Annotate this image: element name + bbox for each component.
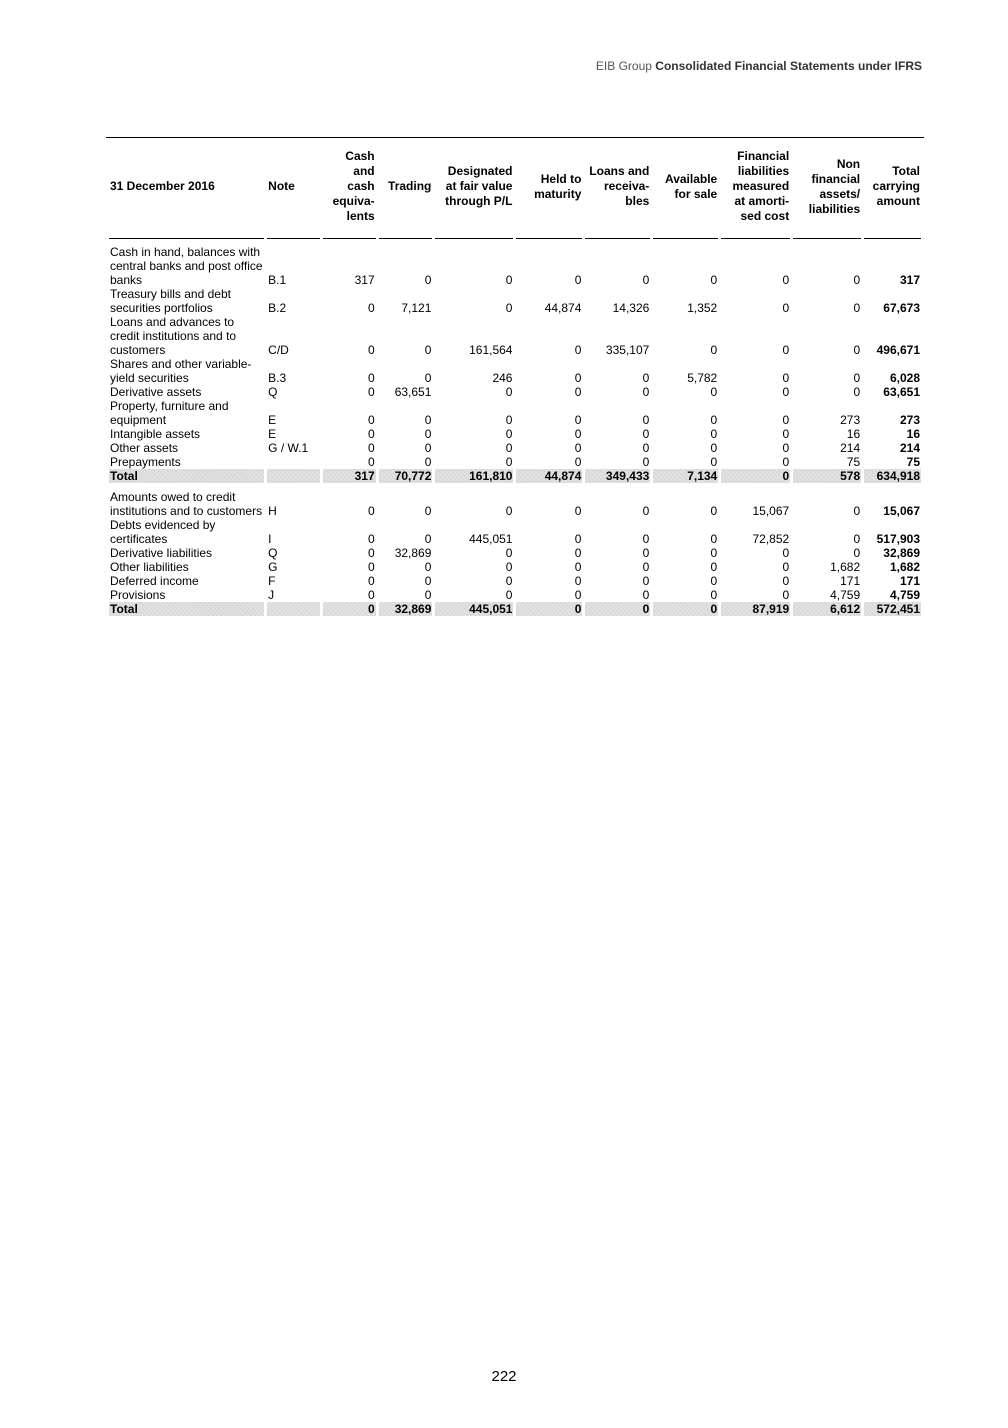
value-cell: 0	[710, 588, 718, 602]
value-cell: 0	[782, 301, 790, 315]
value-cell: 1,682	[889, 560, 920, 574]
value-cell: 16	[906, 427, 920, 441]
row-label: Total	[109, 469, 264, 484]
value-cell: 0	[642, 273, 650, 287]
value-cell: 0	[853, 371, 861, 385]
value-cell: 0	[505, 427, 513, 441]
table-row	[109, 385, 921, 399]
total-row	[109, 602, 921, 617]
value-cell: 0	[424, 532, 432, 546]
value-cell: 0	[574, 441, 582, 455]
row-label: Total	[109, 602, 264, 617]
value-cell: 0	[505, 546, 513, 560]
note-cell: G	[268, 560, 278, 574]
value-cell: 32,869	[883, 546, 920, 560]
table-row	[109, 518, 921, 546]
page-header	[596, 59, 922, 73]
value-cell: 0	[710, 532, 718, 546]
row-label: Derivative liabilities	[110, 546, 213, 560]
note-cell: B.2	[268, 301, 287, 315]
value-cell: 87,919	[721, 602, 790, 617]
value-cell: 273	[840, 413, 861, 427]
value-cell: 75	[906, 455, 920, 469]
table-row	[109, 490, 921, 518]
value-cell: 0	[367, 385, 375, 399]
value-cell: 63,651	[394, 385, 432, 399]
value-cell: 70,772	[379, 469, 433, 484]
note-cell: C/D	[268, 343, 289, 357]
note-cell: Q	[268, 385, 278, 399]
note-cell: I	[268, 532, 272, 546]
value-cell: 15,067	[883, 504, 920, 518]
value-cell: 0	[424, 441, 432, 455]
value-cell: 171	[899, 574, 920, 588]
value-cell: 0	[424, 273, 432, 287]
value-cell: 72,852	[752, 532, 790, 546]
value-cell: 214	[899, 441, 920, 455]
value-cell: 0	[710, 413, 718, 427]
value-cell: 0	[367, 532, 375, 546]
row-label: Shares and other variable-yield securities	[110, 357, 252, 385]
value-cell: 0	[505, 385, 513, 399]
note-cell	[267, 602, 320, 617]
value-cell: 0	[424, 427, 432, 441]
value-cell: 0	[323, 602, 376, 617]
value-cell: 171	[840, 574, 861, 588]
page-number: 222	[491, 1368, 517, 1385]
value-cell: 214	[840, 441, 861, 455]
value-cell: 0	[367, 413, 375, 427]
value-cell: 0	[574, 560, 582, 574]
value-cell: 0	[516, 602, 582, 617]
column-header-designated: Designated at fair value through P/L	[435, 137, 513, 239]
value-cell: 335,107	[605, 343, 650, 357]
value-cell: 0	[853, 504, 861, 518]
value-cell: 1,352	[687, 301, 718, 315]
value-cell: 0	[367, 441, 375, 455]
value-cell: 16	[846, 427, 861, 441]
note-cell: G / W.1	[268, 441, 309, 455]
value-cell: 0	[574, 588, 582, 602]
value-cell: 445,051	[435, 602, 513, 617]
table-row	[109, 245, 921, 287]
value-cell: 517,903	[876, 532, 920, 546]
value-cell: 0	[782, 371, 790, 385]
value-cell: 0	[505, 560, 513, 574]
row-label: Debts evidenced by certificates	[110, 518, 216, 546]
value-cell: 273	[899, 413, 920, 427]
value-cell: 0	[642, 560, 650, 574]
value-cell: 496,671	[876, 343, 920, 357]
column-header-held: Held to maturity	[516, 137, 582, 239]
value-cell: 0	[710, 546, 718, 560]
value-cell: 0	[782, 413, 790, 427]
note-cell	[267, 469, 320, 484]
value-cell: 0	[505, 504, 513, 518]
value-cell: 4,759	[889, 588, 920, 602]
value-cell: 0	[424, 413, 432, 427]
value-cell: 0	[505, 441, 513, 455]
value-cell: 44,874	[516, 469, 582, 484]
value-cell: 0	[782, 455, 790, 469]
row-label: Intangible assets	[110, 427, 201, 441]
value-cell: 6,028	[889, 371, 920, 385]
value-cell: 6,612	[793, 602, 861, 617]
table-row	[109, 315, 921, 357]
value-cell: 0	[574, 574, 582, 588]
row-label: Prepayments	[110, 455, 181, 469]
value-cell: 0	[367, 560, 375, 574]
financial-instruments-table	[106, 137, 924, 617]
row-label: Treasury bills and debt securities portfolios	[110, 287, 231, 315]
row-label: Other liabilities	[110, 560, 189, 574]
value-cell: 0	[367, 546, 375, 560]
value-cell: 0	[367, 574, 375, 588]
value-cell: 0	[574, 273, 582, 287]
value-cell: 0	[782, 560, 790, 574]
value-cell: 0	[574, 343, 582, 357]
column-header-afs: Available for sale	[653, 137, 718, 239]
value-cell: 0	[642, 574, 650, 588]
value-cell: 1,682	[830, 560, 861, 574]
value-cell: 0	[710, 455, 718, 469]
note-cell: H	[268, 504, 277, 518]
value-cell: 0	[574, 413, 582, 427]
value-cell: 0	[642, 413, 650, 427]
row-label: Provisions	[110, 588, 166, 602]
header-prefix: EIB Group	[595, 59, 652, 73]
column-header-fl-amortised: Financial liabilities measured at amorti- sed cost	[721, 137, 790, 239]
total-row	[109, 469, 921, 484]
value-cell: 0	[424, 504, 432, 518]
value-cell: 0	[642, 385, 650, 399]
column-header-date: 31 December 2016	[109, 137, 264, 239]
value-cell: 4,759	[830, 588, 861, 602]
value-cell: 0	[367, 504, 375, 518]
value-cell: 0	[710, 273, 718, 287]
value-cell: 0	[782, 273, 790, 287]
column-header-trading: Trading	[379, 137, 433, 239]
row-label: Deferred income	[110, 574, 199, 588]
value-cell: 0	[367, 371, 375, 385]
value-cell: 0	[782, 343, 790, 357]
value-cell: 0	[710, 560, 718, 574]
value-cell: 0	[710, 343, 718, 357]
table-row	[109, 427, 921, 441]
value-cell: 572,451	[864, 602, 921, 617]
value-cell: 0	[574, 546, 582, 560]
note-cell: F	[268, 574, 276, 588]
value-cell: 0	[367, 455, 375, 469]
value-cell: 0	[782, 574, 790, 588]
value-cell: 0	[574, 455, 582, 469]
table-row	[109, 455, 921, 469]
table-row	[109, 357, 921, 385]
value-cell: 63,651	[883, 385, 920, 399]
table-row	[109, 441, 921, 455]
value-cell: 0	[424, 371, 432, 385]
value-cell: 0	[424, 455, 432, 469]
note-cell: Q	[268, 546, 278, 560]
value-cell: 0	[642, 588, 650, 602]
value-cell: 0	[710, 385, 718, 399]
note-cell: E	[268, 413, 277, 427]
value-cell: 0	[853, 343, 861, 357]
table-row	[109, 399, 921, 427]
value-cell: 75	[846, 455, 861, 469]
value-cell: 32,869	[394, 546, 432, 560]
value-cell: 0	[853, 273, 861, 287]
value-cell: 317	[354, 273, 375, 287]
value-cell: 0	[424, 560, 432, 574]
value-cell: 44,874	[544, 301, 582, 315]
value-cell: 0	[710, 504, 718, 518]
value-cell: 0	[782, 546, 790, 560]
value-cell: 0	[585, 602, 650, 617]
value-cell: 578	[793, 469, 861, 484]
value-cell: 0	[505, 301, 513, 315]
value-cell: 0	[505, 455, 513, 469]
column-header-total: Total carrying amount	[864, 137, 921, 239]
value-cell: 0	[782, 588, 790, 602]
value-cell: 0	[782, 441, 790, 455]
value-cell: 14,326	[612, 301, 650, 315]
value-cell: 0	[367, 427, 375, 441]
value-cell: 0	[642, 371, 650, 385]
value-cell: 7,134	[653, 469, 718, 484]
table-header-row	[109, 137, 921, 239]
value-cell: 0	[367, 301, 375, 315]
value-cell: 0	[367, 343, 375, 357]
value-cell: 15,067	[752, 504, 790, 518]
value-cell: 0	[642, 455, 650, 469]
value-cell: 5,782	[687, 371, 718, 385]
note-cell: J	[268, 588, 275, 602]
value-cell: 32,869	[379, 602, 433, 617]
value-cell: 0	[367, 588, 375, 602]
value-cell: 0	[642, 441, 650, 455]
value-cell: 0	[505, 273, 513, 287]
column-header-note: Note	[267, 137, 320, 239]
value-cell: 0	[505, 574, 513, 588]
value-cell: 7,121	[401, 301, 432, 315]
column-header-non-financial: Non financial assets/ liabilities	[793, 137, 861, 239]
value-cell: 0	[642, 546, 650, 560]
value-cell: 0	[782, 385, 790, 399]
value-cell: 0	[642, 427, 650, 441]
value-cell: 0	[710, 441, 718, 455]
row-label: Amounts owed to credit institutions and to customers	[110, 490, 263, 518]
note-cell: B.3	[268, 371, 287, 385]
value-cell: 161,564	[469, 343, 513, 357]
value-cell: 0	[424, 343, 432, 357]
table-row	[109, 588, 921, 602]
value-cell: 0	[424, 588, 432, 602]
value-cell: 0	[710, 574, 718, 588]
value-cell: 0	[853, 301, 861, 315]
row-label: Cash in hand, balances with central banks and post office banks	[110, 245, 263, 287]
value-cell: 445,051	[469, 532, 513, 546]
value-cell: 0	[505, 588, 513, 602]
value-cell: 0	[574, 385, 582, 399]
value-cell: 0	[574, 427, 582, 441]
row-label: Derivative assets	[110, 385, 202, 399]
note-cell	[267, 455, 320, 469]
value-cell: 67,673	[883, 301, 920, 315]
row-label: Other assets	[110, 441, 179, 455]
value-cell: 0	[721, 469, 790, 484]
value-cell: 0	[710, 427, 718, 441]
value-cell: 0	[642, 532, 650, 546]
note-cell: E	[268, 427, 277, 441]
value-cell: 0	[574, 371, 582, 385]
table-row	[109, 560, 921, 574]
value-cell: 0	[853, 546, 861, 560]
note-cell: B.1	[268, 273, 287, 287]
table-row	[109, 546, 921, 560]
value-cell: 0	[574, 504, 582, 518]
column-header-cash: Cash and cash equiva- lents	[323, 137, 376, 239]
value-cell: 0	[653, 602, 718, 617]
value-cell: 0	[853, 532, 861, 546]
value-cell: 317	[323, 469, 376, 484]
value-cell: 246	[492, 371, 513, 385]
value-cell: 0	[505, 413, 513, 427]
column-header-loans: Loans and receiva- bles	[585, 137, 650, 239]
value-cell: 0	[782, 427, 790, 441]
row-label: Property, furniture and equipment	[110, 399, 229, 427]
value-cell: 317	[899, 273, 920, 287]
table-row	[109, 574, 921, 588]
value-cell: 0	[642, 504, 650, 518]
value-cell: 349,433	[585, 469, 650, 484]
value-cell: 0	[424, 574, 432, 588]
table-row	[109, 287, 921, 315]
value-cell: 0	[574, 532, 582, 546]
value-cell: 161,810	[435, 469, 513, 484]
header-title: Consolidated Financial Statements under IFRS	[655, 59, 922, 73]
value-cell: 0	[853, 385, 861, 399]
value-cell: 634,918	[864, 469, 921, 484]
row-label: Loans and advances to credit institutions and to customers	[110, 315, 237, 357]
